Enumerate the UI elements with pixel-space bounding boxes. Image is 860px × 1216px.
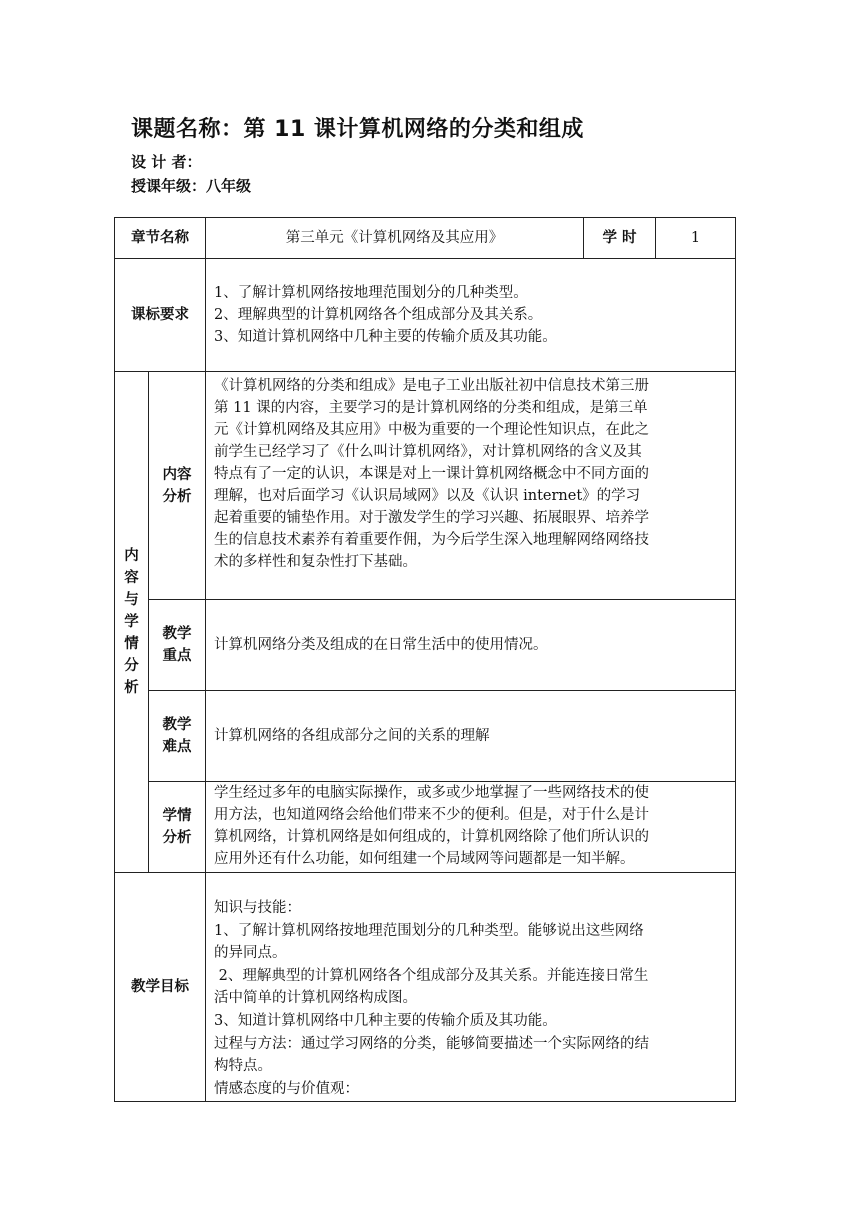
difficulty-label: 教学 难点 bbox=[149, 691, 206, 782]
standards-label: 课标要求 bbox=[115, 259, 206, 372]
student-analysis-label: 学情 分析 bbox=[149, 782, 206, 873]
difficulty-row bbox=[115, 691, 736, 782]
objectives-text: 知识与技能： 1、了解计算机网络按地理范围划分的几种类型。能够说出这些网络 的异同点。 2、理解典型的计算机网络各个组成部分及其关系。并能连接日常生 活中简单的计算机网络构成图。 3、知道计算机网络中几种主要的传输介质及其功能。 过程与方法：通过学习网络的分类，能够简要描述一个实际网络的结 构特点。 情感态度的与价值观： bbox=[206, 873, 736, 1102]
lesson-plan-table bbox=[114, 217, 736, 1102]
objectives-label: 教学目标 bbox=[115, 873, 206, 1102]
document-title: 课题名称：第 11 课计算机网络的分类和组成 bbox=[131, 117, 584, 142]
objectives-row bbox=[115, 873, 736, 1102]
student-analysis-text: 学生经过多年的电脑实际操作，或多或少地掌握了一些网络技术的使 用方法，也知道网络会给他们带来不少的便利。但是，对于什么是计 算机网络，计算机网络是如何组成的，计算机网络除了他们所认识的 应用外还有什么功能，如何组建一个局域网等问题都是一知半解。 bbox=[206, 782, 736, 873]
key-points-row bbox=[115, 600, 736, 691]
standards-row bbox=[115, 259, 736, 372]
standard-item: 3、知道计算机网络中几种主要的传输介质及其功能。 bbox=[214, 329, 557, 345]
content-analysis-row bbox=[115, 372, 736, 600]
section-label: 内 容 与 学 情 分 析 bbox=[115, 372, 149, 873]
chapter-value: 第三单元《计算机网络及其应用》 bbox=[206, 218, 584, 259]
chapter-label: 章节名称 bbox=[115, 218, 206, 259]
content-analysis-text: 《计算机网络的分类和组成》是电子工业出版社初中信息技术第三册 第 11 课的内容，主要学习的是计算机网络的分类和组成，是第三单 元《计算机网络及其应用》中极为重要的一个理论性知识点，在此之 前学生已经学习了《什么叫计算机网络》，对计算机网络的含义及其 特点有了一定的认识，本课是对上一课计算机网络概念中不同方面的 理解，也对后面学习《认识局域网》以及《认识 internet》的学习 起着重要的铺垫作用。对于激发学生的学习兴趣、拓展眼界、培养学 生的信息技术素养有着重要作佣，为今后学生深入地理解网络网络技 术的多样性和复杂性打下基础。 bbox=[206, 372, 736, 600]
grade-line: 授课年级：八年级 bbox=[131, 177, 252, 195]
key-points-label: 教学 重点 bbox=[149, 600, 206, 691]
standard-item: 2、理解典型的计算机网络各个组成部分及其关系。 bbox=[214, 307, 543, 323]
hours-label: 学 时 bbox=[584, 218, 656, 259]
student-analysis-row bbox=[115, 782, 736, 873]
content-analysis-label: 内容 分析 bbox=[149, 372, 206, 600]
difficulty-text: 计算机网络的各组成部分之间的关系的理解 bbox=[206, 691, 736, 782]
designer-line: 设 计 者： bbox=[131, 153, 202, 171]
key-points-text: 计算机网络分类及组成的在日常生活中的使用情况。 bbox=[206, 600, 736, 691]
chapter-row bbox=[115, 218, 736, 259]
hours-value: 1 bbox=[656, 218, 736, 259]
standard-item: 1、了解计算机网络按地理范围划分的几种类型。 bbox=[214, 285, 528, 301]
standards-cell bbox=[206, 259, 736, 372]
